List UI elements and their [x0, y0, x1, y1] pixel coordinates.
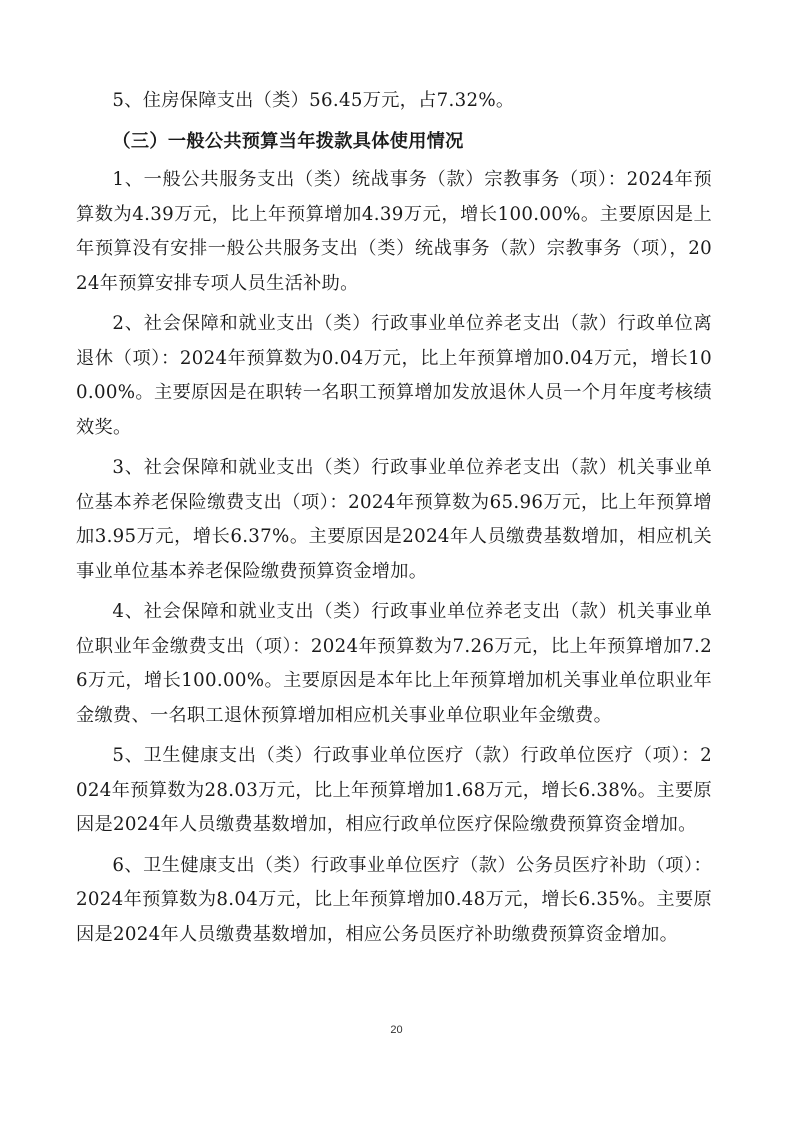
paragraph-item-5: 5、卫生健康支出（类）行政事业单位医疗（款）行政单位医疗（项）：2024年预算数为28.03万元，比上年预算增加1.68万元，增长6.38%。主要原因是2024年人员缴费基数增加，相应行政单位医疗保险缴费预算资金增加。	[76, 745, 712, 835]
page-number: 20	[390, 1024, 403, 1036]
lead-paragraph: 5、住房保障支出（类）56.45万元，占7.32%。	[112, 90, 515, 111]
paragraph-item-1: 1、一般公共服务支出（类）统战事务（款）宗教事务（项）：2024年预算数为4.39万元，比上年预算增加4.39万元，增长100.00%。主要原因是上年预算没有安排一般公共服务支出（类）统战事务（款）宗教事务（项），2024年预算安排专项人员生活补助。	[76, 169, 712, 294]
paragraph-item-4: 4、社会保障和就业支出（类）行政事业单位养老支出（款）机关事业单位职业年金缴费支出（项）：2024年预算数为7.26万元，比上年预算增加7.26万元，增长100.00%。主要原因是本年比上年预算增加机关事业单位职业年金缴费、一名职工退休预算增加相应机关事业单位职业年金缴费。	[76, 601, 712, 726]
paragraph-item-2: 2、社会保障和就业支出（类）行政事业单位养老支出（款）行政单位离退休（项）：2024年预算数为0.04万元，比上年预算增加0.04万元，增长100.00%。主要原因是在职转一名职工预算增加发放退休人员一个月年度考核绩效奖。	[76, 313, 712, 438]
paragraph-item-3: 3、社会保障和就业支出（类）行政事业单位养老支出（款）机关事业单位基本养老保险缴费支出（项）：2024年预算数为65.96万元，比上年预算增加3.95万元，增长6.37%。主要原因是2024年人员缴费基数增加，相应机关事业单位基本养老保险缴费预算资金增加。	[76, 457, 712, 582]
section-heading: （三）一般公共预算当年拨款具体使用情况	[112, 130, 464, 152]
paragraph-item-6: 6、卫生健康支出（类）行政事业单位医疗（款）公务员医疗补助（项）：2024年预算数为8.04万元，比上年预算增加0.48万元，增长6.35%。主要原因是2024年人员缴费基数增加，相应公务员医疗补助缴费预算资金增加。	[76, 854, 712, 945]
document-body	[76, 84, 712, 958]
